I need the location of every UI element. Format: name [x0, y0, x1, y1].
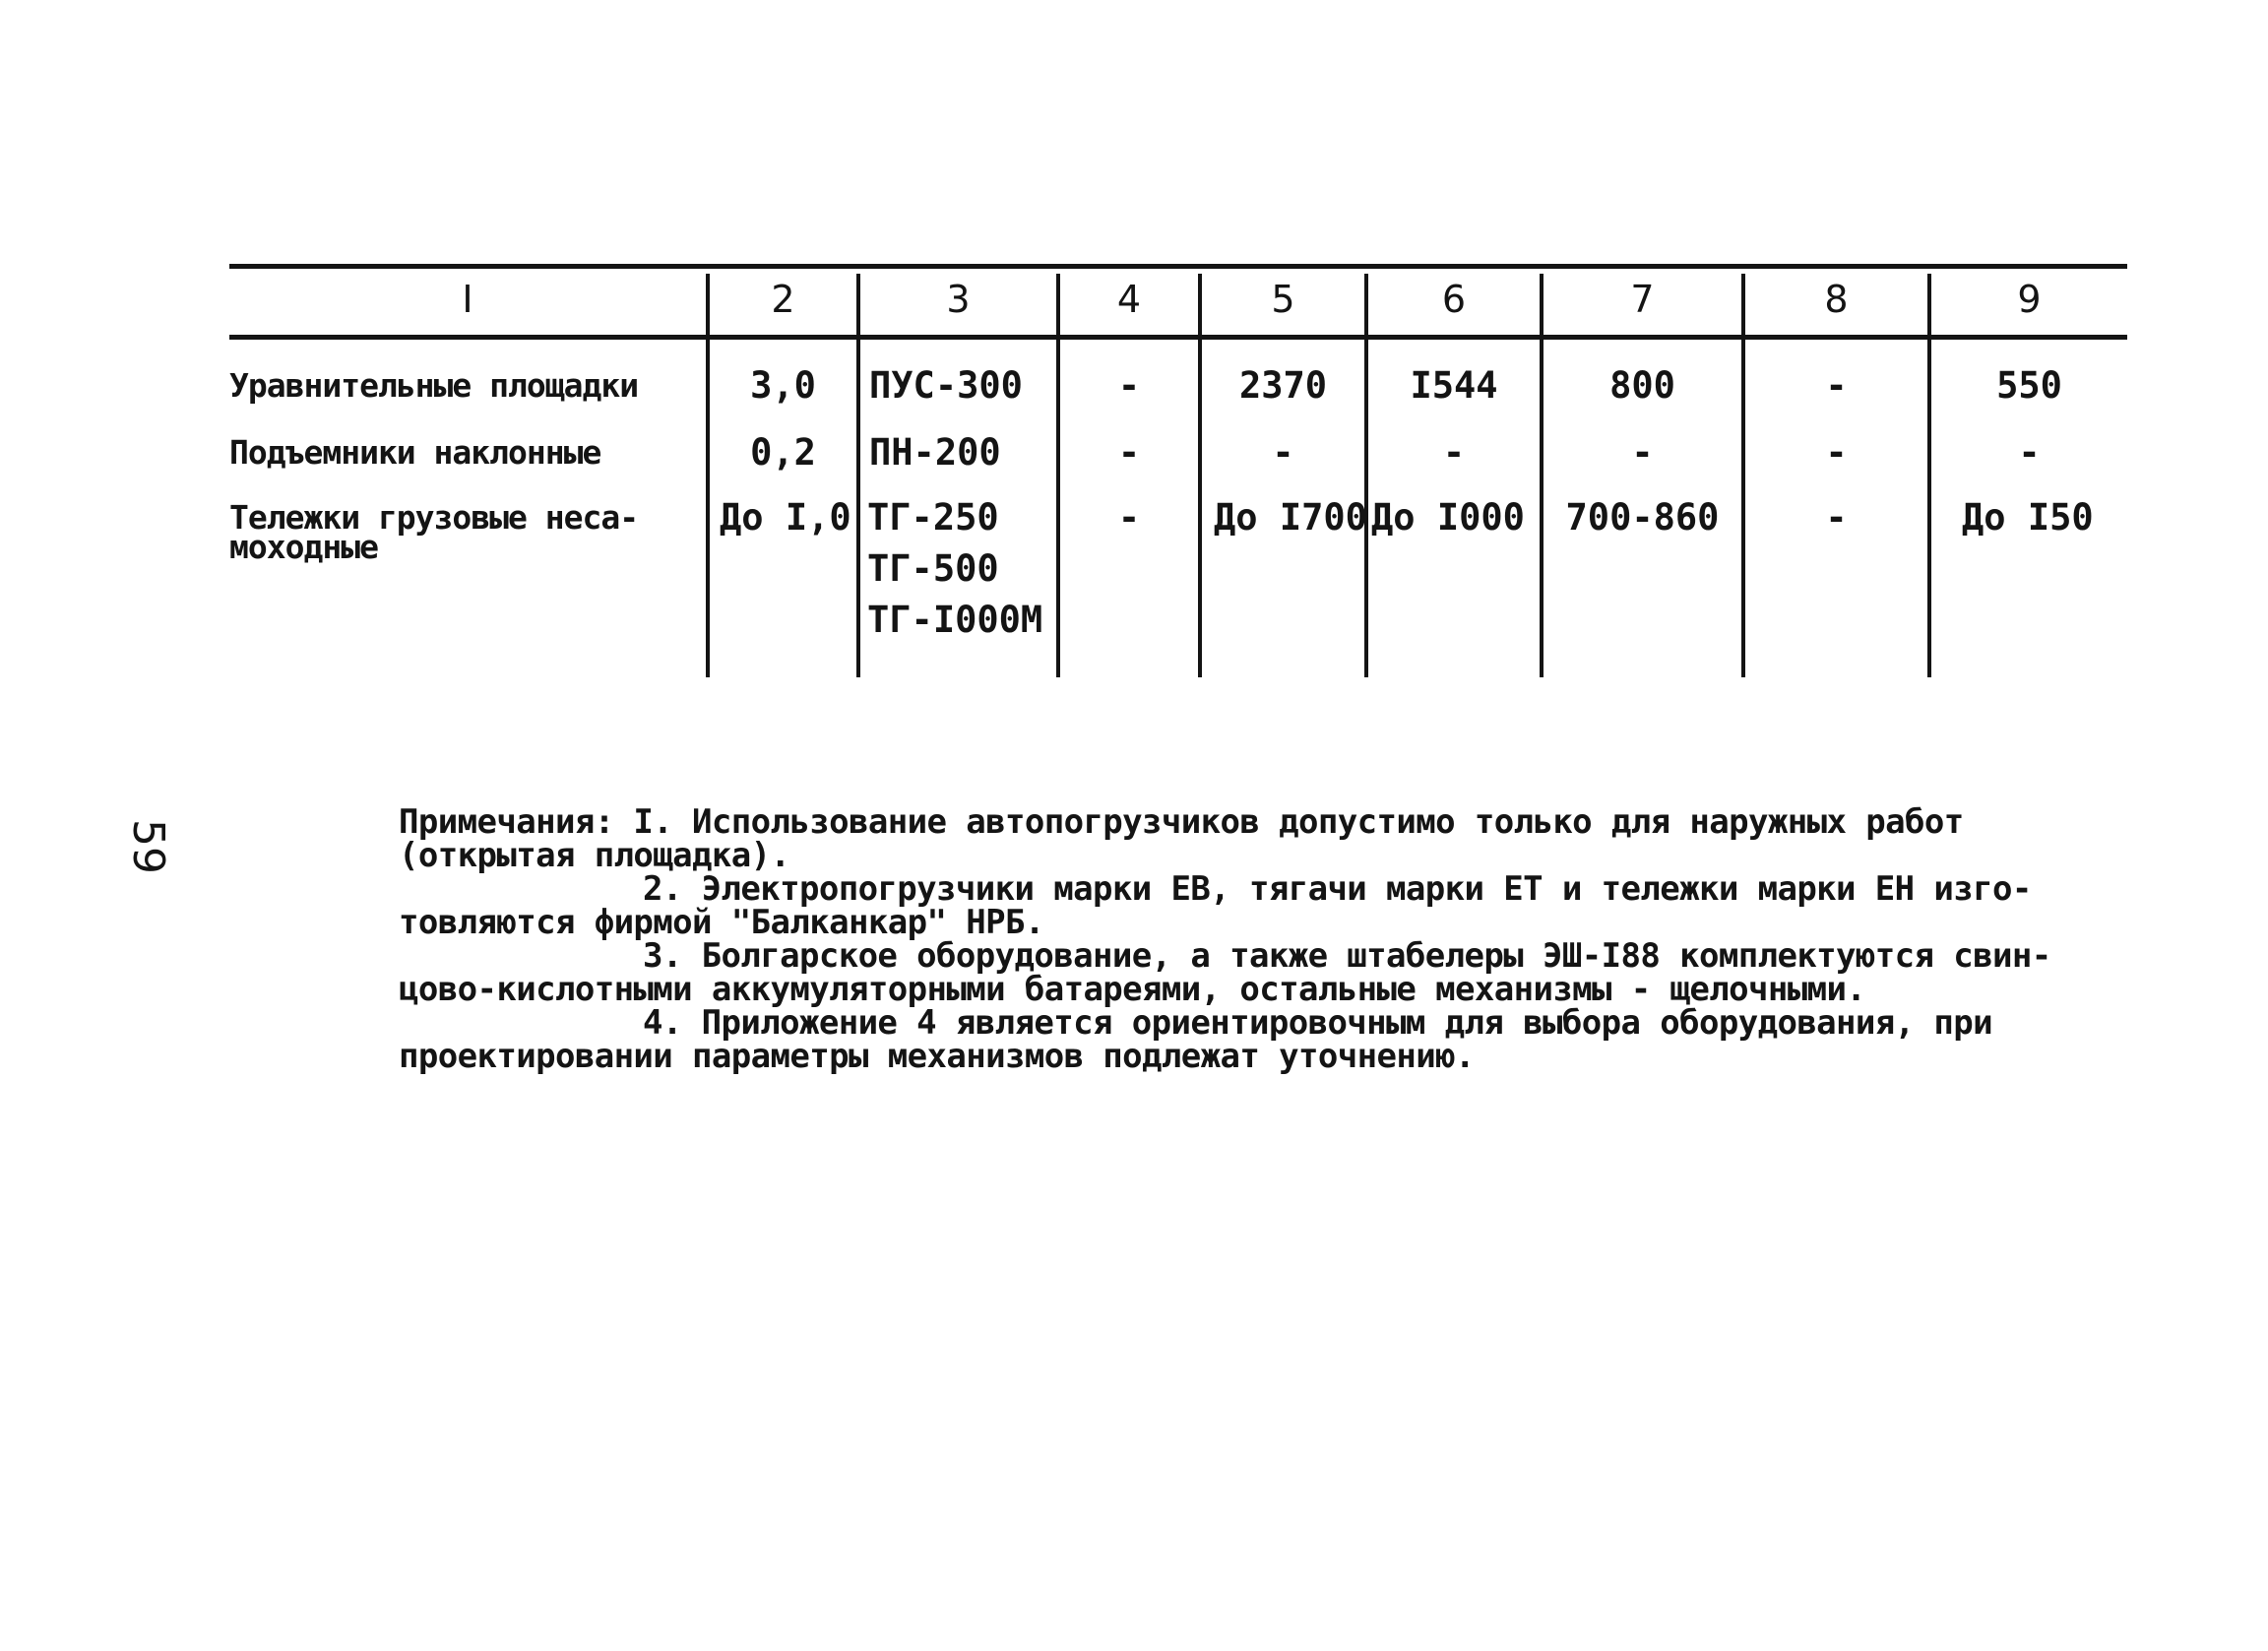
note-line: 4. Приложение 4 является ориентировочным для выбора оборудования, при: [643, 1003, 1993, 1043]
table-cell: ТГ-500: [867, 547, 999, 590]
table-cell: -: [1272, 431, 1294, 474]
column-header: 2: [771, 278, 795, 321]
table-cell: -: [1825, 496, 1848, 539]
table-cell: До I700: [1214, 496, 1367, 539]
table-cell: -: [1631, 431, 1654, 474]
table-header-rule: [229, 335, 2127, 340]
note-line: товляются фирмой "Балканкар" НРБ.: [399, 903, 1044, 942]
table-cell: -: [1117, 364, 1141, 407]
table-cell: 550: [1996, 364, 2062, 407]
table-cell: До I000: [1371, 496, 1525, 539]
column-divider: [856, 274, 860, 677]
table-cell: -: [1117, 496, 1141, 539]
column-header: 3: [946, 278, 971, 321]
column-header: 6: [1441, 278, 1467, 321]
table-cell: -: [1825, 364, 1848, 407]
column-header: 7: [1630, 278, 1655, 321]
table-cell: 3,0: [750, 364, 816, 407]
table-cell: I544: [1410, 364, 1498, 407]
table-cell: 800: [1609, 364, 1675, 407]
table-cell: -: [2018, 431, 2041, 474]
row-name-continued: моходные: [229, 528, 378, 566]
table-cell: 700-860: [1565, 496, 1720, 539]
note-line: проектировании параметры механизмов подлежат уточнению.: [399, 1037, 1475, 1076]
table-cell: ПН-200: [869, 431, 1001, 474]
page-number: 59: [123, 819, 173, 874]
table-cell: -: [1117, 431, 1141, 474]
table-cell: До I,0: [720, 496, 851, 539]
table-cell: 2370: [1238, 364, 1328, 407]
note-line: 2. Электропогрузчики марки ЕВ, тягачи марки ЕТ и тележки марки ЕН изго-: [643, 869, 2032, 909]
note-line: 3. Болгарское оборудование, а также штабелеры ЭШ-I88 комплектуются свин-: [643, 936, 2051, 976]
table-cell: 0,2: [750, 431, 816, 474]
note-line: Примечания: I. Использование автопогрузчиков допустимо только для наружных работ: [399, 802, 1964, 842]
column-header: 4: [1116, 278, 1142, 321]
equipment-table: [229, 264, 2127, 677]
table-cell: До I50: [1962, 496, 2094, 539]
note-line: (открытая площадка).: [399, 836, 790, 875]
table-cell: ТГ-250: [867, 496, 999, 539]
column-header: I: [462, 278, 473, 321]
column-header: 9: [2017, 278, 2042, 321]
table-top-rule: [229, 264, 2127, 269]
column-header: 8: [1824, 278, 1849, 321]
row-name: Тележки грузовые неса-: [229, 498, 639, 537]
table-cell: ПУС-300: [869, 364, 1023, 407]
row-name: Уравнительные площадки: [229, 366, 639, 405]
note-line: цово-кислотными аккумуляторными батареями, остальные механизмы - щелочными.: [399, 970, 1866, 1009]
column-header: 5: [1271, 278, 1295, 321]
table-cell: -: [1825, 431, 1848, 474]
notes-block: [399, 802, 2131, 1076]
table-cell: -: [1442, 431, 1466, 474]
table-cell: ТГ-I000М: [867, 599, 1043, 641]
row-name: Подъемники наклонные: [229, 433, 601, 472]
